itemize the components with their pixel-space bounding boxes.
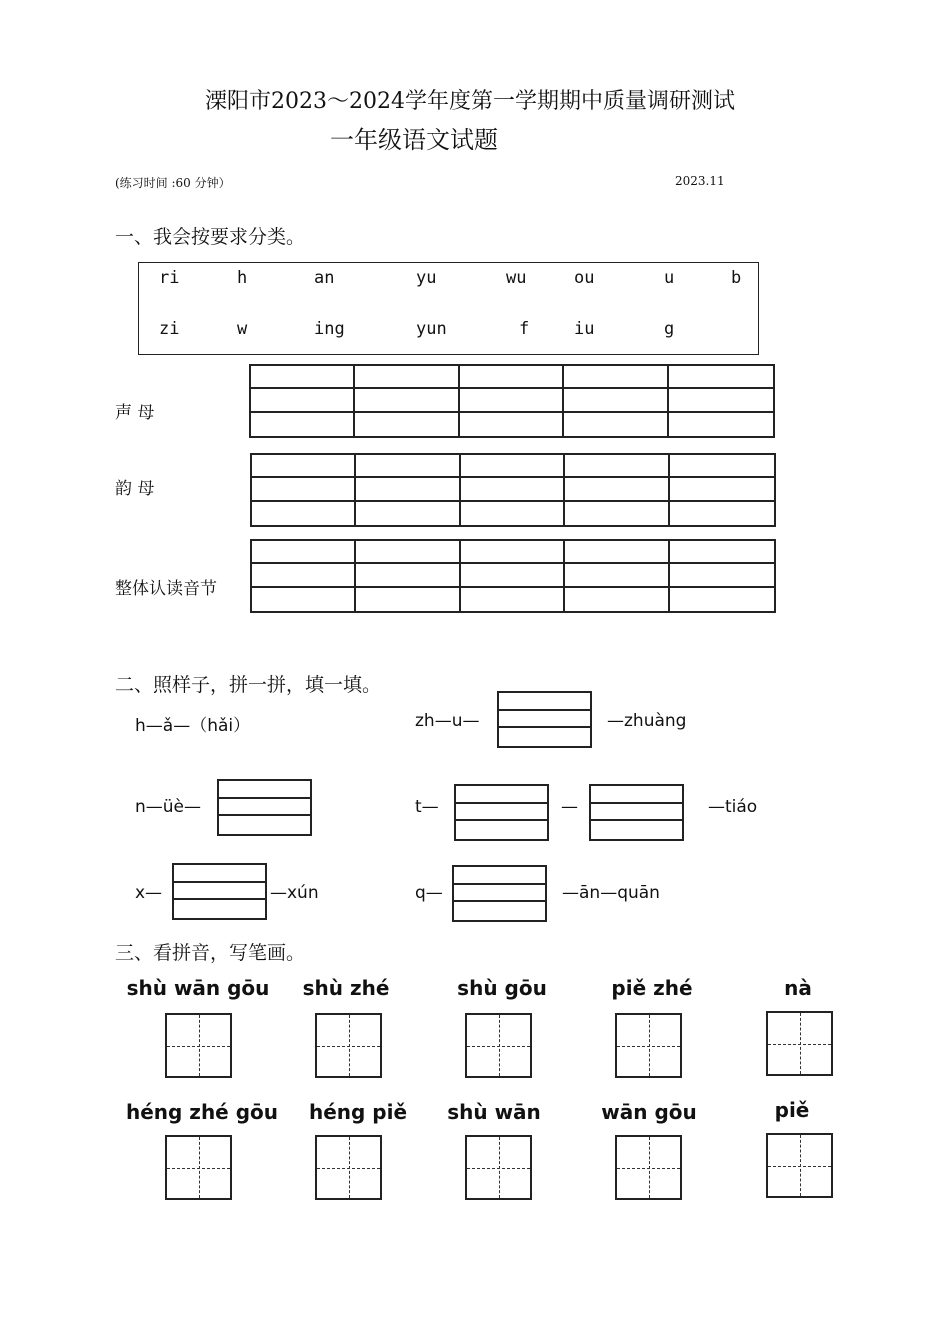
finals-answer-grid[interactable] [250,453,776,527]
item4-prefix: x— [135,883,163,903]
item1-prefix: zh—u— [415,711,480,731]
letter: w [237,319,248,339]
tian-writing-box[interactable] [315,1135,382,1200]
four-line-box[interactable] [452,865,547,922]
tian-writing-box[interactable] [766,1133,833,1198]
item5-suffix: —ān—quān [562,883,660,903]
example-spelling: h—ǎ—（hǎi） [135,716,251,736]
section2-heading: 二、照样子，拼一拼，填一填。 [115,674,382,696]
stroke-pinyin: nà [784,976,812,1000]
exam-date: 2023.11 [675,174,725,188]
tian-writing-box[interactable] [766,1011,833,1076]
item3-suffix: —tiáo [708,797,758,817]
section1-heading: 一、我会按要求分类。 [115,226,306,248]
whole-syllables-label: 整体认读音节 [115,579,217,599]
letter: g [664,319,675,339]
stroke-pinyin: wān gōu [601,1100,697,1124]
letters-box [138,262,759,355]
item5-prefix: q— [415,883,443,903]
item4-suffix: —xún [270,883,319,903]
exam-subtitle: 一年级语文试题 [330,126,498,154]
letter: ri [159,268,180,288]
four-line-box[interactable] [454,784,549,841]
letter: wu [506,268,527,288]
letter: yun [416,319,447,339]
tian-writing-box[interactable] [165,1013,232,1078]
tian-writing-box[interactable] [615,1135,682,1200]
letter: ing [314,319,345,339]
tian-writing-box[interactable] [315,1013,382,1078]
stroke-pinyin: shù zhé [302,976,390,1000]
tian-writing-box[interactable] [165,1135,232,1200]
letter: b [731,268,742,288]
whole-syllables-answer-grid[interactable] [250,539,776,613]
stroke-pinyin: héng piě [308,1100,408,1124]
finals-label: 韵 母 [115,479,155,499]
stroke-pinyin: shù gōu [457,976,547,1000]
stroke-pinyin: piě [774,1098,810,1122]
tian-writing-box[interactable] [465,1135,532,1200]
four-line-box[interactable] [589,784,684,841]
stroke-pinyin: shù wān gōu [126,976,270,1000]
four-line-box[interactable] [497,691,592,748]
four-line-box[interactable] [172,863,267,920]
initials-label: 声 母 [115,403,155,423]
letter: u [664,268,675,288]
stroke-pinyin: shù wān [447,1100,541,1124]
letter: an [314,268,335,288]
four-line-box[interactable] [217,779,312,836]
initials-answer-grid[interactable] [249,364,775,438]
item1-suffix: —zhuàng [607,711,687,731]
letter: h [237,268,248,288]
section3-heading: 三、看拼音，写笔画。 [115,942,306,964]
item3-middle: — [561,797,578,817]
letter: f [519,319,530,339]
item3-prefix: t— [415,797,439,817]
stroke-pinyin: héng zhé gōu [125,1100,279,1124]
letter: ou [574,268,595,288]
stroke-pinyin: piě zhé [611,976,693,1000]
item2-prefix: n—üè— [135,797,202,817]
tian-writing-box[interactable] [465,1013,532,1078]
exam-title: 溧阳市2023～2024学年度第一学期期中质量调研测试 [205,89,735,114]
tian-writing-box[interactable] [615,1013,682,1078]
letter: zi [159,319,180,339]
time-note: (练习时间 :60 分钟） [115,176,231,190]
letter: iu [574,319,595,339]
letter: yu [416,268,437,288]
